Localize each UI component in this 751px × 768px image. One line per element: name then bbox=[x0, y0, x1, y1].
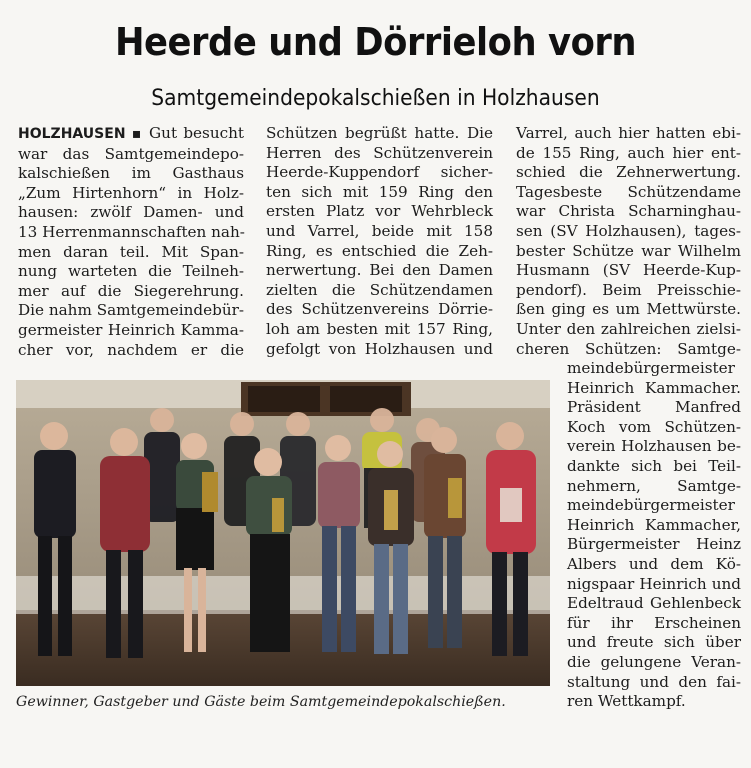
text-line: ten sich mit 159 Ring den bbox=[266, 182, 493, 201]
text-line: die gelungene Veran- bbox=[567, 652, 741, 671]
photo-caption: Gewinner, Gastgeber und Gäste beim Samtgemeindepokalschießen. bbox=[16, 694, 506, 710]
text-line: meindebürgermeister bbox=[567, 359, 735, 377]
text-line: 13 Herrenmannschaften nah- bbox=[18, 222, 245, 241]
dateline-separator: ▪ bbox=[131, 126, 143, 142]
text-line: Tagesbeste Schützendame bbox=[516, 182, 741, 201]
text-line: staltung und den fai- bbox=[567, 672, 741, 691]
text-line: Bürgermeister Heinz bbox=[567, 535, 741, 554]
text-line: pendorf). Beim Preisschie- bbox=[516, 280, 741, 299]
text-line: cheren Schützen: Samtge- bbox=[516, 339, 741, 358]
text-line: schied die Zehnerwertung. bbox=[516, 163, 741, 182]
text-line: germeister Heinrich Kamma- bbox=[18, 320, 244, 339]
text-line: bester Schütze war Wilhelm bbox=[516, 241, 741, 260]
text-line: loh am besten mit 157 Ring, bbox=[266, 319, 493, 338]
text-line: cher vor, nachdem er die bbox=[18, 340, 244, 359]
headline: Heerde und Dörrieloh vorn bbox=[114, 20, 637, 64]
column-3-narrow bbox=[567, 359, 741, 712]
text-line: Ring, es entschied die Zeh- bbox=[266, 241, 493, 260]
text-line: und Varrel, beide mit 158 bbox=[266, 221, 493, 240]
text-line: Koch vom Schützen- bbox=[567, 417, 741, 436]
column-1 bbox=[18, 124, 244, 360]
text-line: verein Holzhausen be- bbox=[567, 437, 741, 456]
text-line: Edeltraud Gehlenbeck bbox=[567, 594, 741, 613]
text-line: und freute sich über bbox=[567, 633, 741, 652]
event-photo-illustration bbox=[16, 380, 550, 686]
text-line: war das Samtgemeindepo- bbox=[18, 144, 244, 163]
text-line: men daran teil. Mit Span- bbox=[18, 242, 244, 261]
column-2 bbox=[266, 124, 493, 359]
text-line: Schützen begrüßt hatte. Die bbox=[266, 124, 493, 142]
text-line: de 155 Ring, auch hier ent- bbox=[516, 143, 741, 162]
text-line: gefolgt von Holzhausen und bbox=[266, 339, 493, 358]
text-line: Unter den zahlreichen zielsi- bbox=[516, 319, 741, 338]
text-line: für ihr Erscheinen bbox=[567, 613, 741, 632]
text-line: hausen: zwölf Damen- und bbox=[18, 203, 244, 222]
text-line: kalschießen im Gasthaus bbox=[18, 164, 244, 183]
text-line: ren Wettkampf. bbox=[567, 692, 686, 711]
text-line: Die nahm Samtgemeindebür- bbox=[18, 301, 245, 320]
text-line: meindebürgermeister bbox=[567, 496, 735, 515]
text-line: sen (SV Holzhausen), tages- bbox=[516, 221, 741, 240]
text-line: Husmann (SV Heerde-Kup- bbox=[516, 261, 741, 280]
text-line: nehmern, Samtge- bbox=[567, 476, 741, 495]
text-line: Herren des Schützenverein bbox=[266, 143, 493, 162]
event-photo bbox=[16, 380, 550, 686]
text-line: Heerde-Kuppendorf sicher- bbox=[266, 163, 493, 182]
text-line: nerwertung. Bei den Damen bbox=[266, 261, 493, 280]
text-line: Heinrich Kammacher, bbox=[567, 515, 741, 534]
text-line: war Christa Scharninghau- bbox=[516, 202, 741, 221]
text-line: „Zum Hirtenhorn“ in Holz- bbox=[18, 183, 244, 202]
text-line: Albers und dem Kö- bbox=[567, 554, 741, 573]
text-line: ßen ging es um Mettwürste. bbox=[516, 300, 741, 319]
text-line: Heinrich Kammacher. bbox=[567, 378, 741, 397]
text-line: mer auf die Siegerehrung. bbox=[18, 281, 244, 300]
text-line bbox=[18, 124, 244, 145]
text-line: ersten Platz vor Wehrbleck bbox=[266, 202, 493, 221]
text-line: zielten die Schützendamen bbox=[266, 280, 493, 299]
text-line: Varrel, auch hier hatten ebi- bbox=[516, 124, 741, 142]
text-line: dankte sich bei Teil- bbox=[567, 456, 741, 475]
column-3 bbox=[516, 124, 741, 359]
text-line: des Schützenvereins Dörrie- bbox=[266, 300, 493, 319]
text-line: Präsident Manfred bbox=[567, 398, 741, 417]
text-line-content: Gut besucht bbox=[149, 124, 245, 142]
text-line: nung warteten die Teilneh- bbox=[18, 262, 244, 281]
dateline: HOLZHAUSEN bbox=[18, 126, 126, 142]
subheadline: Samtgemeindepokalschießen in Holzhausen bbox=[151, 86, 600, 111]
text-line: nigspaar Heinrich und bbox=[567, 574, 741, 593]
